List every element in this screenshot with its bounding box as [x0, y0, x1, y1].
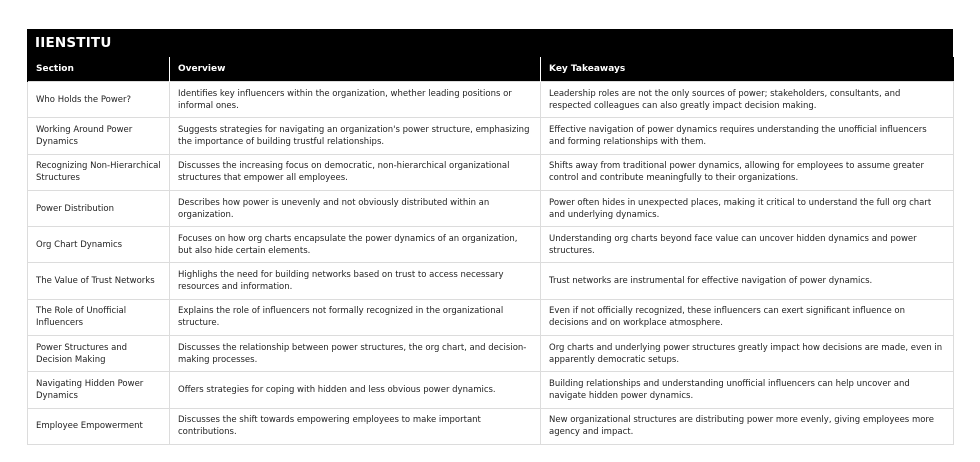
table-row	[28, 190, 954, 226]
header-section: Section	[28, 57, 170, 82]
table-row	[28, 408, 954, 444]
cell-section: Recognizing Non-Hierarchical Structures	[28, 154, 170, 190]
cell-section: The Value of Trust Networks	[28, 263, 170, 299]
cell-section: Employee Empowerment	[28, 408, 170, 444]
cell-section: Who Holds the Power?	[28, 82, 170, 118]
cell-section: Navigating Hidden Power Dynamics	[28, 372, 170, 408]
cell-overview: Suggests strategies for navigating an organization's power structure, emphasizing the importance of building trustful relationships.	[170, 118, 541, 154]
cell-key-takeaways: Shifts away from traditional power dynamics, allowing for employees to assume greater control and contribute meaningfully to their organizations.	[541, 154, 954, 190]
cell-key-takeaways: Building relationships and understanding unofficial influencers can help uncover and navigate hidden power dynamics.	[541, 372, 954, 408]
table-row	[28, 118, 954, 154]
header-overview: Overview	[170, 57, 541, 82]
cell-overview: Discusses the shift towards empowering employees to make important contributions.	[170, 408, 541, 444]
cell-overview: Highlighs the need for building networks based on trust to access necessary resources and information.	[170, 263, 541, 299]
cell-section: Power Structures and Decision Making	[28, 336, 170, 372]
summary-table	[27, 57, 954, 445]
cell-key-takeaways: Org charts and underlying power structures greatly impact how decisions are made, even in apparently democratic setups.	[541, 336, 954, 372]
table-row	[28, 336, 954, 372]
table-row	[28, 154, 954, 190]
cell-overview: Discusses the relationship between power structures, the org chart, and decision-making processes.	[170, 336, 541, 372]
table-header-row	[28, 57, 954, 82]
table-row	[28, 299, 954, 335]
cell-key-takeaways: New organizational structures are distributing power more evenly, giving employees more agency and impact.	[541, 408, 954, 444]
cell-overview: Discusses the increasing focus on democratic, non-hierarchical organizational structures that empower all employees.	[170, 154, 541, 190]
cell-key-takeaways: Effective navigation of power dynamics requires understanding the unofficial influencers and forming relationships with them.	[541, 118, 954, 154]
cell-overview: Focuses on how org charts encapsulate the power dynamics of an organization, but also hide certain elements.	[170, 227, 541, 263]
table-row	[28, 372, 954, 408]
cell-overview: Identifies key influencers within the organization, whether leading positions or informal ones.	[170, 82, 541, 118]
brand-banner: IIENSTITU	[27, 29, 953, 57]
cell-key-takeaways: Even if not officially recognized, these influencers can exert significant influence on decisions and on workplace atmosphere.	[541, 299, 954, 335]
cell-section: The Role of Unofficial Influencers	[28, 299, 170, 335]
table-row	[28, 227, 954, 263]
cell-key-takeaways: Understanding org charts beyond face value can uncover hidden dynamics and power structures.	[541, 227, 954, 263]
cell-key-takeaways: Leadership roles are not the only sources of power; stakeholders, consultants, and respected colleagues can also greatly impact decision making.	[541, 82, 954, 118]
cell-section: Working Around Power Dynamics	[28, 118, 170, 154]
summary-table-container	[27, 29, 953, 445]
table-row	[28, 263, 954, 299]
cell-overview: Explains the role of influencers not formally recognized in the organizational structure.	[170, 299, 541, 335]
cell-overview: Describes how power is unevenly and not obviously distributed within an organization.	[170, 190, 541, 226]
cell-section: Org Chart Dynamics	[28, 227, 170, 263]
table-row	[28, 82, 954, 118]
header-key-takeaways: Key Takeaways	[541, 57, 954, 82]
cell-key-takeaways: Power often hides in unexpected places, making it critical to understand the full org chart and underlying dynamics.	[541, 190, 954, 226]
cell-key-takeaways: Trust networks are instrumental for effective navigation of power dynamics.	[541, 263, 954, 299]
cell-overview: Offers strategies for coping with hidden and less obvious power dynamics.	[170, 372, 541, 408]
cell-section: Power Distribution	[28, 190, 170, 226]
